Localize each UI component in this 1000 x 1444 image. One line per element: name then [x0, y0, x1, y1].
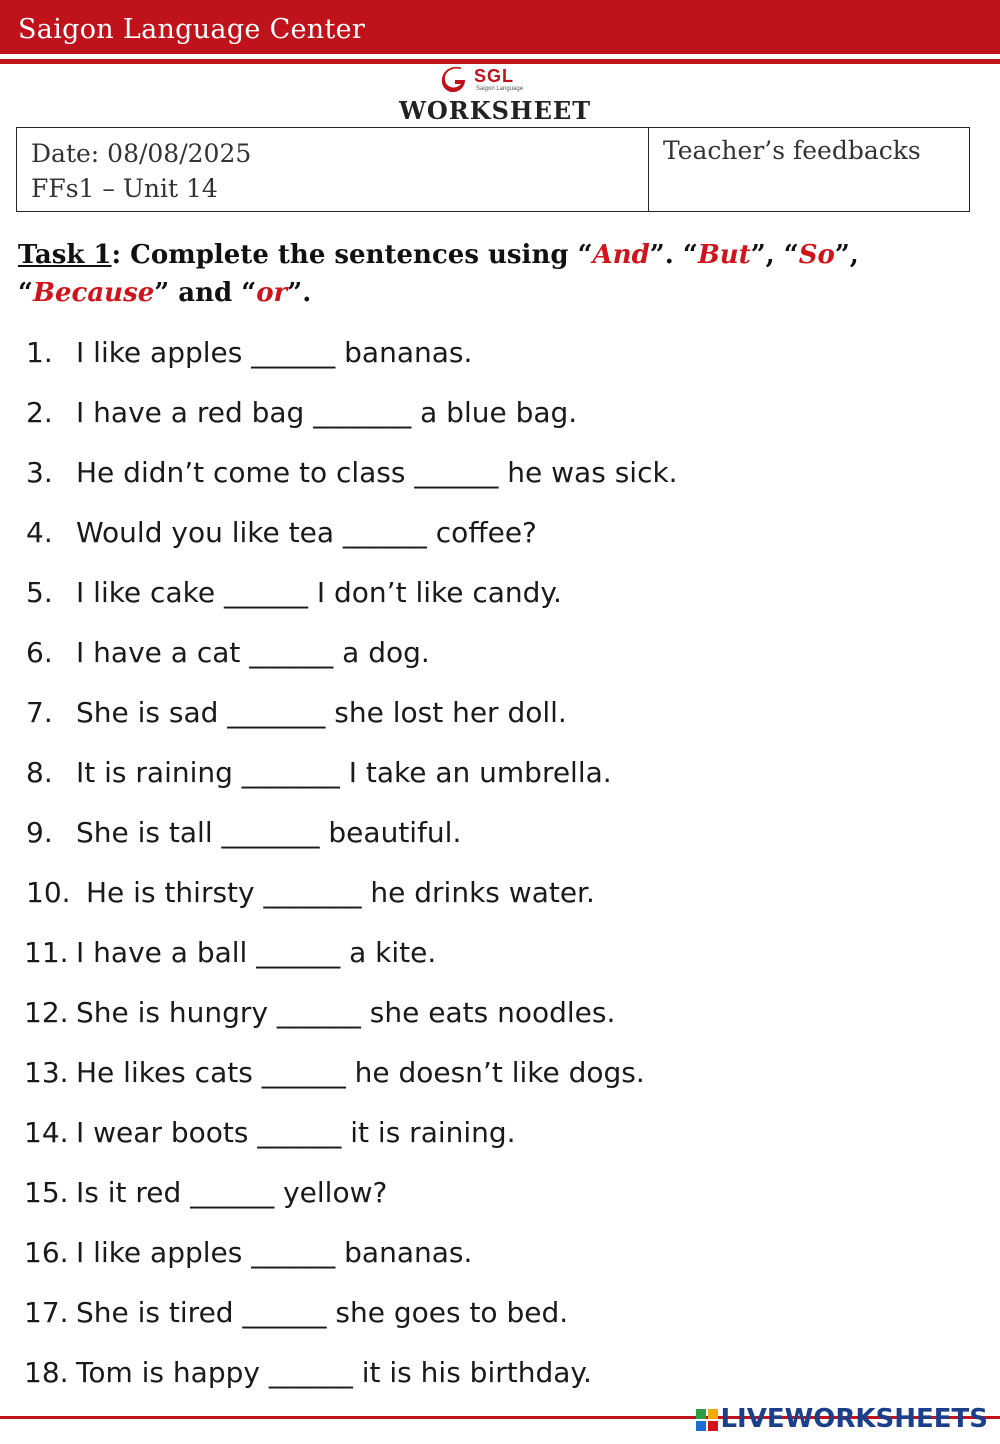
info-table [16, 127, 970, 212]
keyword-but: But [697, 240, 751, 270]
question-text[interactable]: I like cake ______ I don’t like candy. [76, 576, 562, 609]
header-bar [0, 0, 1000, 54]
sgl-logo-icon [440, 66, 470, 94]
question-item [0, 396, 1000, 436]
keyword-or: or [256, 278, 288, 308]
task-label: Task 1 [18, 240, 112, 270]
unit-text: FFs1 – Unit 14 [31, 174, 218, 203]
task-text-6: ”. [287, 278, 312, 308]
question-item [0, 636, 1000, 676]
question-text[interactable]: Tom is happy ______ it is his birthday. [76, 1356, 592, 1389]
question-item [0, 996, 1000, 1036]
task-text-5: ” and “ [154, 278, 257, 308]
center-name: Saigon Language Center [18, 14, 366, 45]
question-number: 3. [26, 456, 53, 489]
logo-subtext: Saigon Language [476, 86, 524, 92]
question-item [0, 516, 1000, 556]
task-instruction [18, 236, 988, 312]
question-text[interactable]: She is sad _______ she lost her doll. [76, 696, 567, 729]
question-number: 17. [24, 1296, 69, 1329]
question-number: 4. [26, 516, 53, 549]
question-number: 18. [24, 1356, 69, 1389]
question-text[interactable]: He likes cats ______ he doesn’t like dogs. [76, 1056, 645, 1089]
question-item [0, 756, 1000, 796]
liveworksheets-logo[interactable] [696, 1404, 988, 1434]
info-left-cell [17, 128, 649, 211]
worksheet-title: WORKSHEET [398, 96, 592, 125]
question-number: 10. [26, 876, 71, 909]
keyword-and: And [592, 240, 650, 270]
question-number: 6. [26, 636, 53, 669]
question-number: 1. [26, 336, 53, 369]
question-number: 14. [24, 1116, 69, 1149]
sgl-logo [440, 66, 540, 98]
keyword-so: So [798, 240, 835, 270]
task-text-2: ”. “ [649, 240, 698, 270]
question-number: 7. [26, 696, 53, 729]
question-text[interactable]: I have a red bag _______ a blue bag. [76, 396, 578, 429]
logo-text: SGL [474, 66, 515, 86]
question-text[interactable]: Is it red ______ yellow? [76, 1176, 388, 1209]
task-text-1: : Complete the sentences using “ [111, 240, 593, 270]
question-item [0, 816, 1000, 856]
date-text: Date: 08/08/2025 [31, 139, 252, 168]
question-number: 11. [24, 936, 69, 969]
question-text[interactable]: She is tall _______ beautiful. [76, 816, 462, 849]
liveworksheets-icon [696, 1409, 718, 1431]
question-text[interactable]: He is thirsty _______ he drinks water. [86, 876, 595, 909]
question-item [0, 1176, 1000, 1216]
question-number: 15. [24, 1176, 69, 1209]
question-text[interactable]: I like apples ______ bananas. [76, 1236, 473, 1269]
question-item [0, 936, 1000, 976]
question-number: 2. [26, 396, 53, 429]
question-number: 8. [26, 756, 53, 789]
question-text[interactable]: I wear boots ______ it is raining. [76, 1116, 516, 1149]
question-item [0, 1296, 1000, 1336]
question-item [0, 456, 1000, 496]
question-text[interactable]: He didn’t come to class ______ he was sick. [76, 456, 678, 489]
feedback-label: Teacher’s feedbacks [663, 136, 921, 165]
question-number: 13. [24, 1056, 69, 1089]
question-item [0, 1056, 1000, 1096]
question-number: 9. [26, 816, 53, 849]
keyword-because: Because [32, 278, 155, 308]
question-item [0, 1356, 1000, 1396]
question-item [0, 1236, 1000, 1276]
question-text[interactable]: I like apples ______ bananas. [76, 336, 473, 369]
question-number: 5. [26, 576, 53, 609]
liveworksheets-brand: LIVEWORKSHEETS [720, 1404, 988, 1434]
feedback-cell[interactable] [649, 128, 969, 211]
question-text[interactable]: She is tired ______ she goes to bed. [76, 1296, 569, 1329]
question-text[interactable]: It is raining _______ I take an umbrella. [76, 756, 612, 789]
question-text[interactable]: Would you like tea ______ coffee? [76, 516, 537, 549]
question-item [0, 336, 1000, 376]
question-item [0, 1116, 1000, 1156]
task-text-3: ”, “ [750, 240, 799, 270]
question-item [0, 696, 1000, 736]
question-number: 16. [24, 1236, 69, 1269]
question-text[interactable]: I have a cat ______ a dog. [76, 636, 430, 669]
task-text-4: ”, “ [18, 240, 859, 308]
question-text[interactable]: I have a ball ______ a kite. [76, 936, 437, 969]
question-number: 12. [24, 996, 69, 1029]
question-text[interactable]: She is hungry ______ she eats noodles. [76, 996, 616, 1029]
question-item [0, 576, 1000, 616]
question-item [0, 876, 1000, 916]
header-divider [0, 59, 1000, 64]
